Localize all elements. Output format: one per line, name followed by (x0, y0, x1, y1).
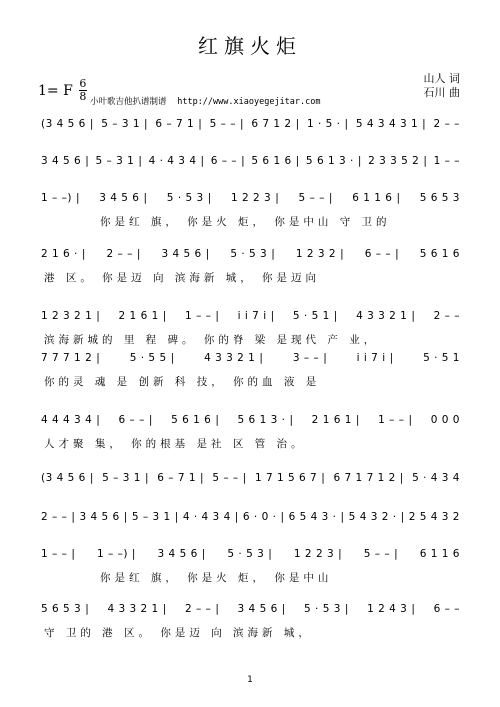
note-line (40, 118, 465, 138)
key-signature (38, 79, 87, 102)
measure: 5 · 5 3 | (229, 248, 276, 260)
measure: 6 – – | (210, 155, 246, 167)
note-line (40, 472, 465, 492)
measure: 5 · 5 3 | (166, 192, 213, 204)
measure: 5 4 3 4 3 1 | (355, 118, 427, 130)
measure: 4 3 3 2 1 | (355, 310, 416, 322)
measure: 5 – – | (298, 192, 334, 204)
measure: 1 – – | (377, 414, 413, 426)
measure: 2 5 4 3 2 (408, 511, 460, 523)
site-name: 小叶歌吉他扒谱制谱 (90, 97, 167, 107)
score-system (40, 155, 465, 191)
note-line (40, 155, 465, 175)
measure: 6 – – | (364, 248, 400, 260)
measure: 1 2 2 3 | (293, 548, 343, 560)
page-number: 1 (247, 675, 253, 685)
note-line (40, 511, 465, 531)
measure: 5 6 1 6 | (250, 155, 300, 167)
time-signature (79, 79, 87, 102)
measure: 1 – –) | (40, 192, 81, 204)
measure: 6 1 1 6 | (351, 192, 401, 204)
lyric-line: 你是红 旗， 你是火 炬， 你是中山 守 卫的 (100, 216, 391, 228)
measure: 2 1 6 1 | (311, 414, 361, 426)
measure: 1 – – (433, 155, 460, 167)
measure: 3 4 5 6 | (160, 248, 210, 260)
measure: 2 – – | (40, 511, 76, 523)
measure: 6 – 7 1 | (154, 118, 203, 130)
lyric-line (40, 494, 465, 508)
measure: 5 · 5 5 | (129, 352, 176, 364)
measure: 3 4 5 6 | (79, 511, 129, 523)
measure: 2 1 6 · | (40, 248, 87, 260)
measure: 5 · 5 3 | (303, 603, 350, 615)
measure: 1 · 5 · | (306, 118, 350, 130)
measure: 1 2 2 3 | (230, 192, 280, 204)
measure: 1 2 3 2 | (295, 248, 345, 260)
measure: i i 7 i | (237, 310, 276, 322)
measure: 3 4 5 6 | (157, 548, 207, 560)
transcriber-credit (90, 95, 321, 107)
score-system (40, 472, 465, 508)
score-system (40, 248, 465, 284)
measure: 5 – – | (209, 118, 245, 130)
lyricist: 山人 词 (423, 72, 460, 85)
lyric-line: 滨海新城的 里 程 碑。 你的脊 梁 是现代 产 业， (44, 334, 379, 346)
meter-top: 6 (79, 77, 87, 90)
measure: 6 7 1 2 | (250, 118, 300, 130)
measure: 2 – – | (106, 248, 142, 260)
measure: 6 – – (433, 603, 460, 615)
measure: 6 · 0 · | (242, 511, 286, 523)
measure: (3 4 5 6 | (40, 472, 95, 484)
measure: 5 – – | (363, 548, 399, 560)
measure: 1 – – | (40, 548, 76, 560)
measure: 2 – – (433, 310, 460, 322)
measure: 5 6 1 6 (419, 248, 460, 260)
measure: 2 3 3 5 2 | (367, 155, 428, 167)
measure: 5 – 3 1 | (95, 155, 144, 167)
measure: 5 6 5 3 (419, 192, 460, 204)
composer: 石川 曲 (423, 86, 460, 99)
score-system (40, 352, 465, 388)
measure: 5 · 4 3 4 (412, 472, 460, 484)
lyric-line (40, 140, 465, 154)
measure: 1 – –) | (96, 548, 137, 560)
note-line (40, 352, 465, 372)
note-line (40, 310, 465, 330)
lyric-line: 人才聚 集， 你的根基 是社 区 管 治。 (44, 438, 306, 450)
note-line (40, 548, 465, 568)
measure: 5 6 1 3 · | (237, 414, 295, 426)
site-url: http://www.xiaoyegejitar.com (177, 97, 321, 107)
lyric-line (40, 177, 465, 191)
measure: 3 – – | (292, 352, 328, 364)
measure: 4 4 4 3 4 | (40, 414, 101, 426)
measure: 2 1 6 1 | (118, 310, 168, 322)
measure: 6 7 1 7 1 2 | (333, 472, 405, 484)
lyric-line: 港 区。 你是迈 向 滨海新 城， 你是迈向 (44, 272, 321, 284)
measure: 3 4 5 6 | (237, 603, 287, 615)
measure: 1 7 1 5 6 7 | (254, 472, 326, 484)
measure: 3 4 5 6 | (40, 155, 90, 167)
measure: 4 3 3 2 1 | (203, 352, 264, 364)
note-line (40, 603, 465, 623)
score-system (40, 603, 465, 639)
measure: 1 – – | (184, 310, 220, 322)
note-line (40, 248, 465, 268)
measure: 0 0 0 (430, 414, 460, 426)
measure: 4 · 4 3 4 | (148, 155, 206, 167)
note-line (40, 192, 465, 212)
measure: 6 – 7 1 | (156, 472, 205, 484)
note-line (40, 414, 465, 434)
measure: 6 – – | (117, 414, 153, 426)
measure: 5 · 5 3 | (226, 548, 273, 560)
lyric-line: 你是红 旗， 你是火 炬， 你是中山 (100, 572, 333, 584)
measure: 5 4 3 2 · | (348, 511, 406, 523)
measure: 4 · 4 3 4 | (182, 511, 240, 523)
score-system (40, 548, 465, 584)
measure: 6 5 4 3 · | (288, 511, 346, 523)
measure: 4 3 3 2 1 | (106, 603, 167, 615)
song-title: 红旗火炬 (198, 34, 302, 58)
measure: 5 6 1 3 · | (305, 155, 363, 167)
measure: i i 7 i | (356, 352, 395, 364)
score-system (40, 310, 465, 346)
authors-block (424, 72, 461, 100)
measure: 1 2 4 3 | (366, 603, 416, 615)
measure: 7 7 7 1 2 | (40, 352, 101, 364)
score-system (40, 511, 465, 547)
measure: 5 6 1 6 | (170, 414, 220, 426)
measure: 2 – – | (184, 603, 220, 615)
measure: 5 · 5 1 | (292, 310, 339, 322)
measure: 2 – – (433, 118, 460, 130)
measure: 1 2 3 2 1 | (40, 310, 101, 322)
measure: 3 4 5 6 | (98, 192, 148, 204)
measure: 5 – 3 1 | (131, 511, 180, 523)
measure: 5 6 5 3 | (40, 603, 90, 615)
score-system (40, 192, 465, 228)
score-system (40, 118, 465, 154)
measure: 6 1 1 6 (419, 548, 460, 560)
lyric-line: 你的灵 魂 是 创新 科 技， 你的血 液 是 (44, 376, 321, 388)
lyric-line (40, 533, 465, 547)
key-label: 1= F (38, 82, 73, 99)
measure: 5 – 3 1 | (100, 118, 149, 130)
lyric-line: 守 卫的 港 区。 你是迈 向 滨海新 城， (44, 627, 313, 639)
measure: (3 4 5 6 | (40, 118, 95, 130)
score-system (40, 414, 465, 450)
measure: 5 – 3 1 | (101, 472, 150, 484)
meter-bottom: 8 (79, 90, 87, 103)
measure: 5 · 5 1 (423, 352, 460, 364)
measure: 5 – – | (211, 472, 247, 484)
